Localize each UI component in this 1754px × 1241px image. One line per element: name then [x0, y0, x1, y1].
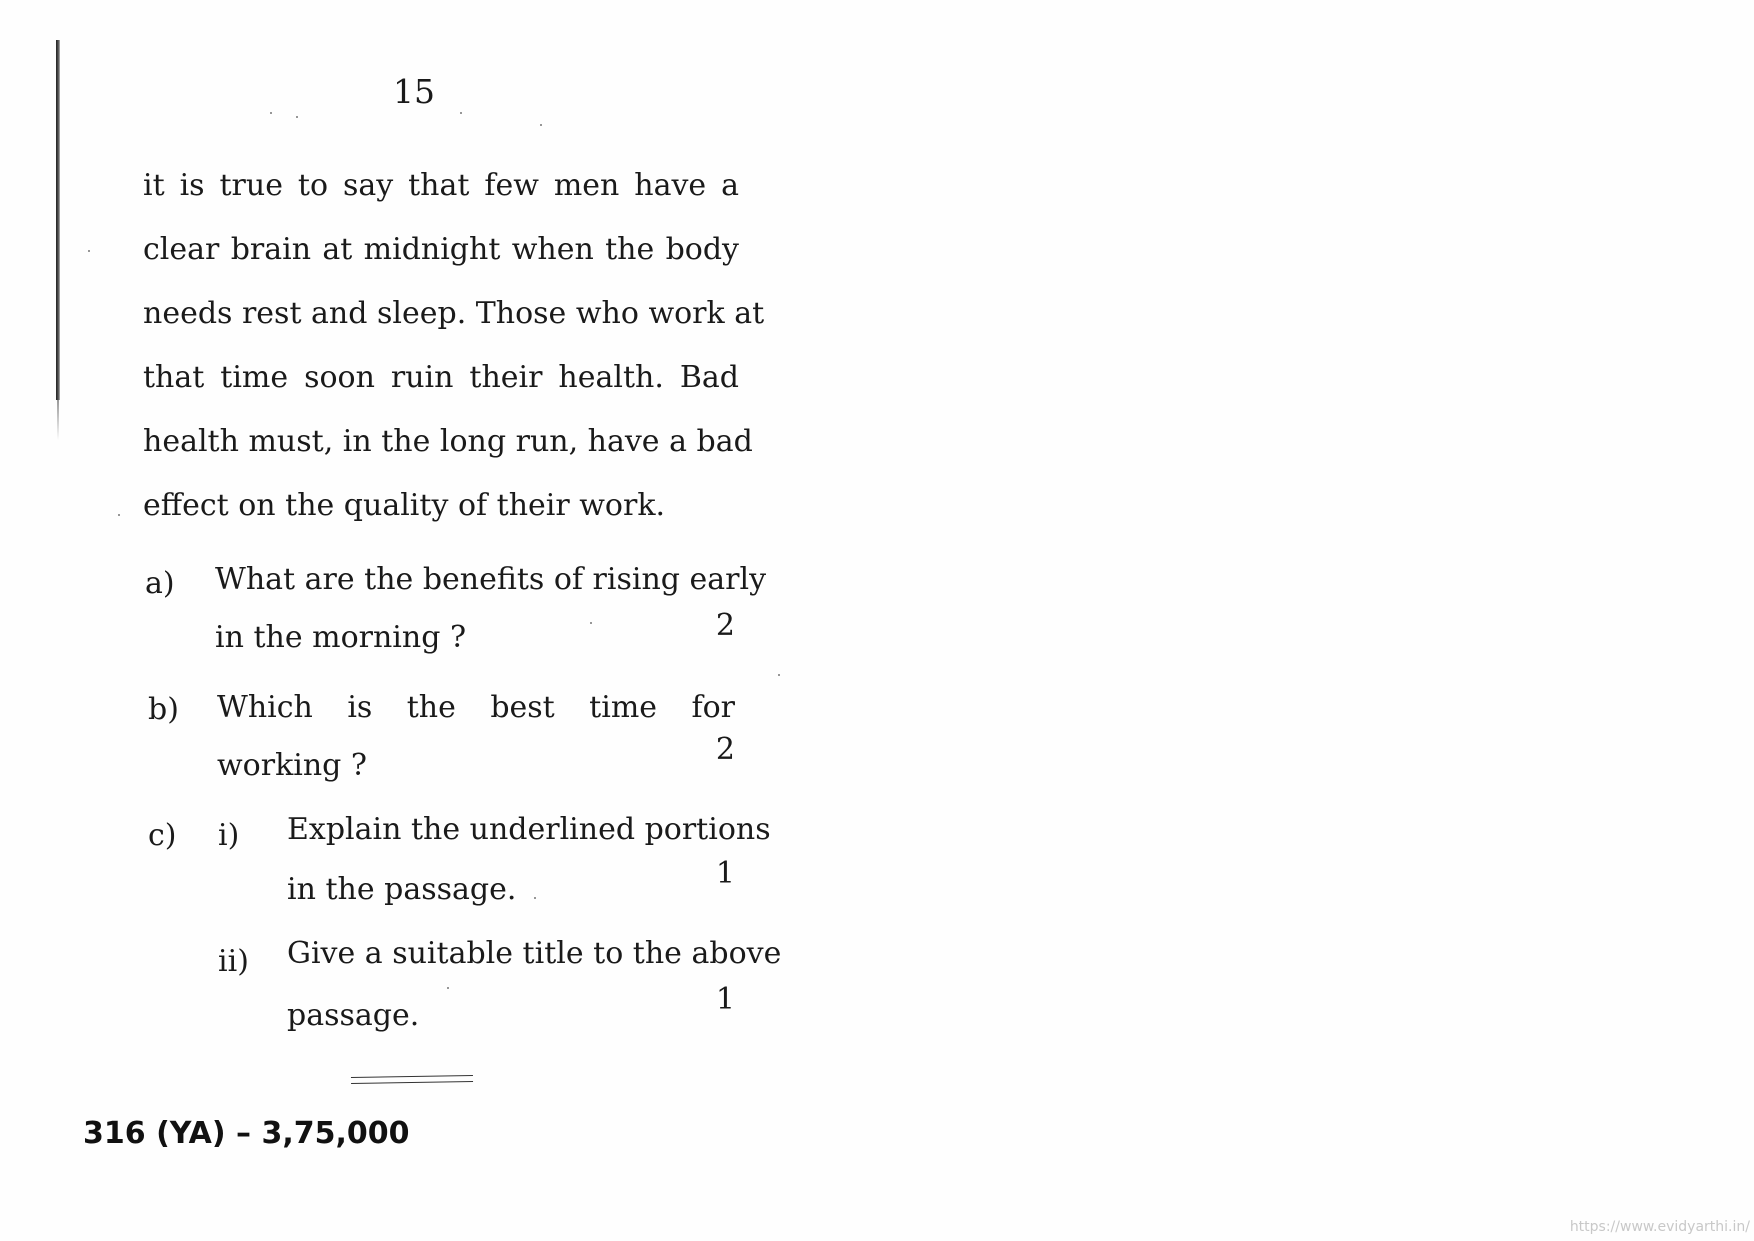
question-text: passage. — [287, 998, 420, 1033]
scan-speck — [778, 674, 780, 676]
question-text: What are the benefits of rising early — [215, 562, 767, 597]
question-marks: 2 — [715, 732, 735, 767]
scan-speck — [590, 622, 592, 624]
passage-line: that time soon ruin their health. Bad — [143, 360, 739, 395]
passage-line: needs rest and sleep. Those who work at — [143, 296, 765, 331]
question-text: working ? — [217, 748, 367, 783]
question-label: ii) — [218, 944, 249, 979]
scan-speck — [118, 514, 120, 516]
question-label: b) — [148, 692, 179, 727]
scan-speck — [540, 124, 542, 126]
question-text: Which is the best time for — [217, 690, 735, 725]
page-number: 15 — [393, 72, 435, 111]
question-label: i) — [218, 818, 240, 853]
scan-speck — [447, 987, 449, 989]
passage-line: it is true to say that few men have a — [143, 168, 739, 203]
question-marks: 2 — [715, 608, 735, 643]
question-marks: 1 — [715, 856, 735, 891]
question-label: a) — [145, 566, 175, 601]
scan-binding-edge-fade — [57, 400, 59, 440]
passage-line: effect on the quality of their work. — [143, 488, 666, 523]
question-marks: 1 — [715, 982, 735, 1017]
scan-binding-edge — [56, 40, 60, 400]
question-text: Give a suitable title to the above — [287, 936, 782, 971]
question-text: in the morning ? — [215, 620, 467, 655]
scan-speck — [88, 250, 90, 252]
passage-line: health must, in the long run, have a bad — [143, 424, 753, 459]
question-text: Explain the underlined portions — [287, 812, 771, 847]
end-of-paper-rule — [351, 1075, 473, 1084]
watermark-url: https://www.evidyarthi.in/ — [1569, 1219, 1750, 1235]
paper-code: 316 (YA) – 3,75,000 — [83, 1116, 410, 1151]
question-label: c) — [148, 818, 177, 853]
scan-speck — [296, 116, 298, 118]
question-text: in the passage. — [287, 872, 517, 907]
passage-line: clear brain at midnight when the body — [143, 232, 739, 267]
scan-speck — [534, 897, 536, 899]
scan-speck — [460, 112, 462, 114]
scan-speck — [270, 112, 272, 114]
